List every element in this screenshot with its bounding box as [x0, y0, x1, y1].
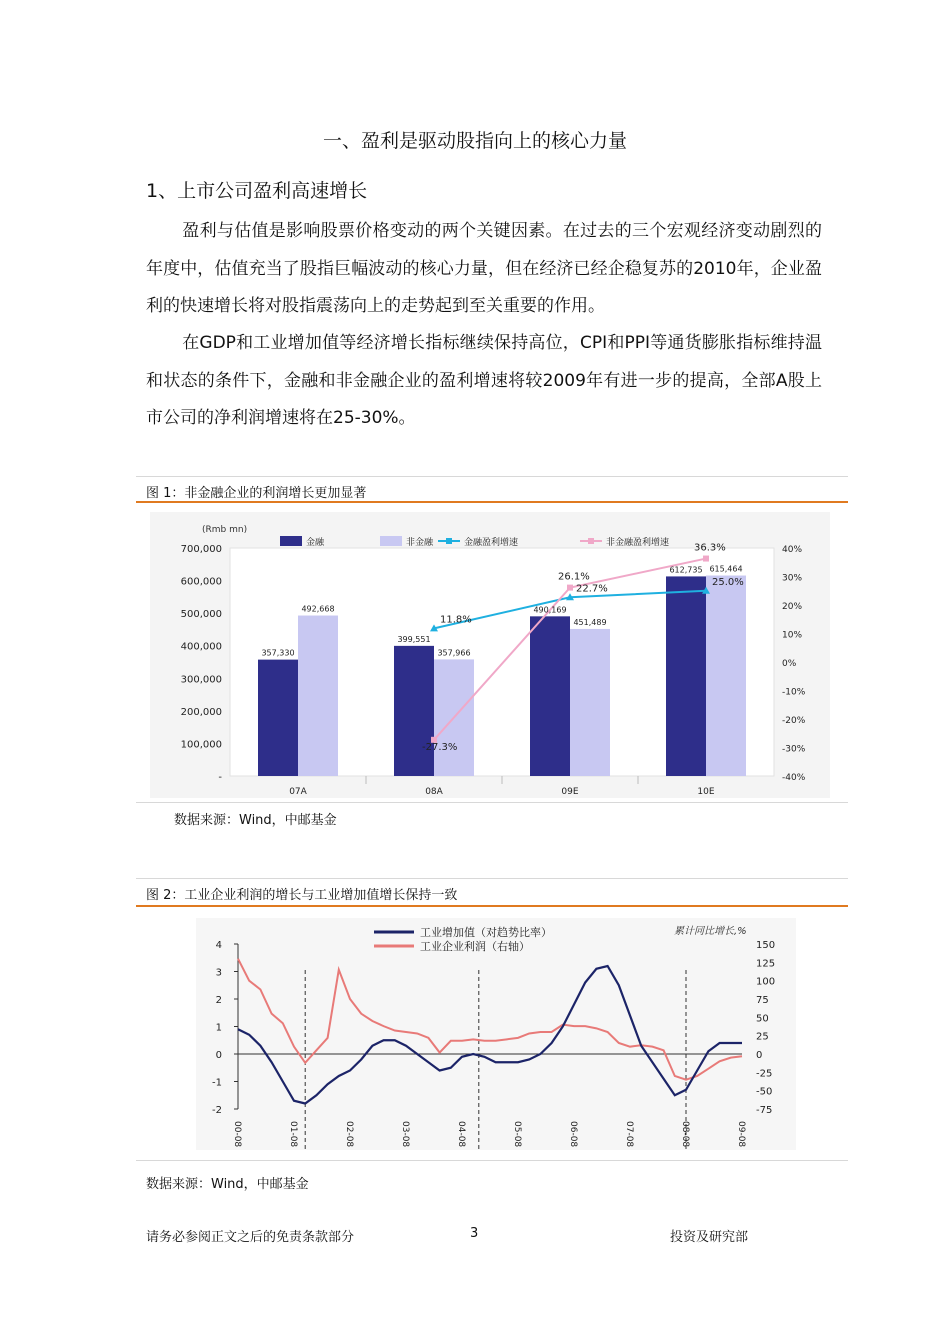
bar-data-label: 492,668 — [301, 604, 335, 614]
x-tick-label: 07A — [289, 787, 307, 797]
y-tick-label: - — [218, 772, 222, 783]
y2-tick-label: 30% — [782, 573, 803, 584]
x-tick-label: 03-08 — [400, 1121, 410, 1148]
figure-2-caption-rule — [136, 905, 848, 907]
x-tick-label: 01-08 — [288, 1121, 298, 1148]
y2-tick-label: 40% — [782, 545, 803, 555]
bar-nonfinance — [298, 616, 338, 776]
figure-2-source: 数据来源：Wind，中邮基金 — [146, 1177, 309, 1192]
legend-label: 金融 — [306, 538, 325, 548]
x-tick-label: 08-08 — [680, 1121, 690, 1148]
y2-tick-label: 0% — [782, 659, 797, 669]
bar-data-label: 612,735 — [669, 565, 703, 575]
growth-data-label: 25.0% — [712, 576, 744, 588]
y-tick-label: 3 — [215, 967, 222, 979]
x-tick-label: 02-08 — [344, 1121, 354, 1148]
legend-label: 非金融盈利增速 — [606, 538, 670, 548]
y2-tick-label: 100 — [756, 976, 776, 988]
y2-tick-label: -50 — [756, 1086, 773, 1098]
y2-tick-label: 50 — [756, 1013, 769, 1025]
y2-tick-label: 0 — [756, 1050, 763, 1061]
y-tick-label: 500,000 — [180, 609, 222, 621]
x-tick-label: 08A — [425, 787, 443, 797]
figure-1-caption: 图 1：非金融企业的利润增长更加显著 — [146, 486, 367, 501]
bar-finance — [666, 576, 706, 776]
x-tick-label: 04-08 — [456, 1121, 466, 1148]
x-tick-label: 09-08 — [736, 1121, 746, 1148]
legend-swatch — [280, 536, 302, 546]
figure-1-bottom-rule — [136, 802, 848, 803]
y2-tick-label: 10% — [782, 630, 803, 641]
growth-data-label: 11.8% — [440, 614, 472, 626]
bar-data-label: 357,330 — [261, 648, 295, 658]
legend-marker — [588, 538, 594, 544]
growth-data-label: 22.7% — [576, 583, 608, 595]
figure-1-source: 数据来源：Wind，中邮基金 — [174, 813, 337, 828]
paragraph-1-text: 盈利与估值是影响股票价格变动的两个关键因素。在过去的三个宏观经济变动剧烈的年度中，估值充当了股指巨幅波动的核心力量，但在经济已经企稳复苏的2010年，企业盈利的快速增长将对股指震荡向上的走势起到至关重要的作用。 — [146, 221, 822, 316]
growth-marker — [567, 585, 573, 591]
paragraph-2-text: 在GDP和工业增加值等经济增长指标继续保持高位，CPI和PPI等通货膨胀指标维持温和状态的条件下，金融和非金融企业的盈利增速将较2009年有进一步的提高，全部A股上市公司的净利润增速将在25-30%。 — [146, 333, 822, 428]
figure-1-caption-rule — [136, 501, 848, 503]
y-tick-label: 300,000 — [180, 674, 222, 686]
y2-tick-label: -30% — [782, 744, 806, 755]
y-tick-label: 200,000 — [180, 706, 222, 718]
growth-marker — [703, 556, 709, 562]
y-tick-label: -2 — [212, 1105, 222, 1116]
bar-finance — [530, 616, 570, 776]
paragraph-2 — [146, 325, 822, 438]
bar-data-label: 399,551 — [397, 634, 431, 644]
y-tick-label: 0 — [215, 1050, 222, 1061]
growth-data-label: -27.3% — [422, 741, 458, 753]
bar-nonfinance — [706, 576, 746, 776]
bar-finance — [258, 660, 298, 776]
paragraph-1 — [146, 213, 822, 326]
legend-label: 非金融 — [406, 538, 434, 548]
footer-department: 投资及研究部 — [670, 1230, 749, 1245]
legend-swatch — [380, 536, 402, 546]
x-tick-label: 10E — [697, 787, 715, 797]
figure-2-top-rule — [136, 878, 848, 879]
y2-tick-label: -10% — [782, 687, 806, 698]
growth-data-label: 36.3% — [694, 542, 726, 554]
y2-tick-label: 20% — [782, 602, 803, 612]
y2-tick-label: -20% — [782, 716, 806, 726]
y-tick-label: -1 — [212, 1077, 222, 1089]
y-tick-label: 400,000 — [180, 641, 222, 653]
y2-tick-label: 75 — [756, 995, 769, 1006]
x-tick-label: 00-08 — [232, 1121, 242, 1148]
footer-disclaimer: 请务必参阅正文之后的免责条款部分 — [146, 1230, 355, 1245]
y2-tick-label: -75 — [756, 1105, 773, 1116]
bar-data-label: 451,489 — [573, 617, 607, 627]
bar-nonfinance — [570, 629, 610, 776]
y-tick-label: 2 — [215, 995, 222, 1006]
y2-tick-label: -25 — [756, 1068, 773, 1080]
figure-1-chart — [150, 512, 830, 798]
chart-2-right-axis-label: 累计同比增长,% — [674, 926, 747, 937]
y2-tick-label: -40% — [782, 773, 806, 783]
growth-data-label: 26.1% — [558, 571, 590, 583]
figure-2-chart — [196, 918, 796, 1150]
footer-page-number: 3 — [470, 1226, 479, 1241]
x-tick-label: 05-08 — [512, 1121, 522, 1148]
figure-1-top-rule — [136, 476, 848, 477]
bar-data-label: 490,169 — [533, 605, 567, 615]
bar-data-label: 615,464 — [709, 564, 743, 574]
bar-finance — [394, 646, 434, 776]
figure-2-caption: 图 2：工业企业利润的增长与工业增加值增长保持一致 — [146, 888, 458, 903]
x-tick-label: 07-08 — [624, 1121, 634, 1148]
x-tick-label: 09E — [561, 787, 579, 797]
y2-tick-label: 125 — [756, 958, 776, 970]
legend-label: 金融盈利增速 — [464, 538, 519, 548]
legend-label: 工业企业利润（右轴） — [420, 940, 530, 953]
bar-data-label: 357,966 — [437, 648, 471, 658]
y-tick-label: 600,000 — [180, 576, 222, 588]
y2-tick-label: 25 — [756, 1031, 769, 1043]
figure-2-bottom-rule — [136, 1160, 848, 1161]
y-tick-label: 100,000 — [180, 739, 222, 751]
y2-tick-label: 150 — [756, 940, 776, 951]
x-tick-label: 06-08 — [568, 1121, 578, 1148]
y-tick-label: 4 — [215, 940, 222, 951]
subsection-title: 1、上市公司盈利高速增长 — [146, 180, 368, 202]
legend-marker — [446, 538, 452, 544]
legend-label: 工业增加值（对趋势比率） — [420, 926, 552, 939]
chart-1-y-axis-label: (Rmb mn) — [202, 525, 248, 535]
y-tick-label: 700,000 — [180, 544, 222, 555]
y-tick-label: 1 — [215, 1022, 222, 1034]
section-title: 一、盈利是驱动股指向上的核心力量 — [322, 130, 627, 152]
